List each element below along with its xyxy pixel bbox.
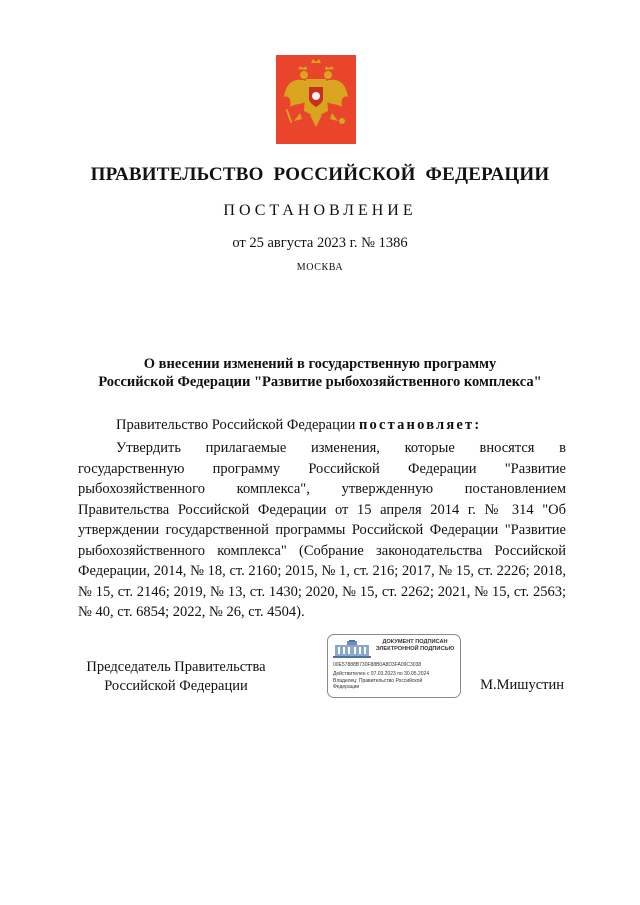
stamp-certificate: 00E57888B730F88B0A8D3FA09C3038	[333, 662, 422, 668]
document-subject	[60, 355, 580, 391]
subject-line-2: Российской Федерации "Развитие рыбохозяйственного комплекса"	[98, 374, 542, 390]
decree-word: постановляет:	[358, 417, 482, 433]
preamble-text: Правительство Российской Федерации	[116, 417, 356, 433]
government-title: ПРАВИТЕЛЬСТВО РОССИЙСКОЙ ФЕДЕРАЦИИ	[90, 164, 550, 185]
government-building-icon	[333, 640, 371, 658]
document-city: МОСКВА	[296, 262, 344, 273]
subject-line-1: О внесении изменений в государственную программу	[143, 356, 497, 372]
stamp-heading-line-1: ДОКУМЕНТ ПОДПИСАН	[382, 639, 448, 645]
document-type: ПОСТАНОВЛЕНИЕ	[223, 202, 417, 219]
signer-title	[78, 658, 274, 696]
stamp-heading	[372, 639, 458, 653]
signer-name: М.Мишустин	[480, 677, 564, 693]
decree-paragraph: Утвердить прилагаемые изменения, которые вносятся в государственную программу Российской Федерации "Развитие рыбохозяйственного комплекса", утвержденную постановлением Правительства Российской Федерации от 15 апреля 2014 г. № 314 "Об утверждении государственной программы Российской Федерации "Развитие рыбохозяйственного комплекса" (Собрание законодательства Российской Федерации, 2014, № 18, ст. 2160; 2015, № 1, ст. 216; 2017, № 15, ст. 2226; 2018, № 15, ст. 2146; 2019, № 13, ст. 1430; 2020, № 15, ст. 2262; 2021, № 15, ст. 2563; № 40, ст. 6854; 2022, № 26, ст. 4504).	[78, 440, 566, 620]
electronic-signature-stamp	[327, 634, 461, 698]
stamp-heading-line-2: ЭЛЕКТРОННОЙ ПОДПИСЬЮ	[375, 646, 455, 652]
stamp-owner: Владелец: Правительство Российской Федерации	[333, 678, 423, 690]
state-emblem-icon	[276, 55, 356, 144]
signer-title-line-1: Председатель Правительства	[86, 659, 266, 675]
document-date-number: от 25 августа 2023 г. № 1386	[232, 235, 408, 251]
stamp-validity: Действителен с 07.03.2023 по 30.05.2024	[333, 671, 430, 677]
preamble	[116, 417, 481, 434]
signer-title-line-2: Российской Федерации	[104, 678, 248, 694]
